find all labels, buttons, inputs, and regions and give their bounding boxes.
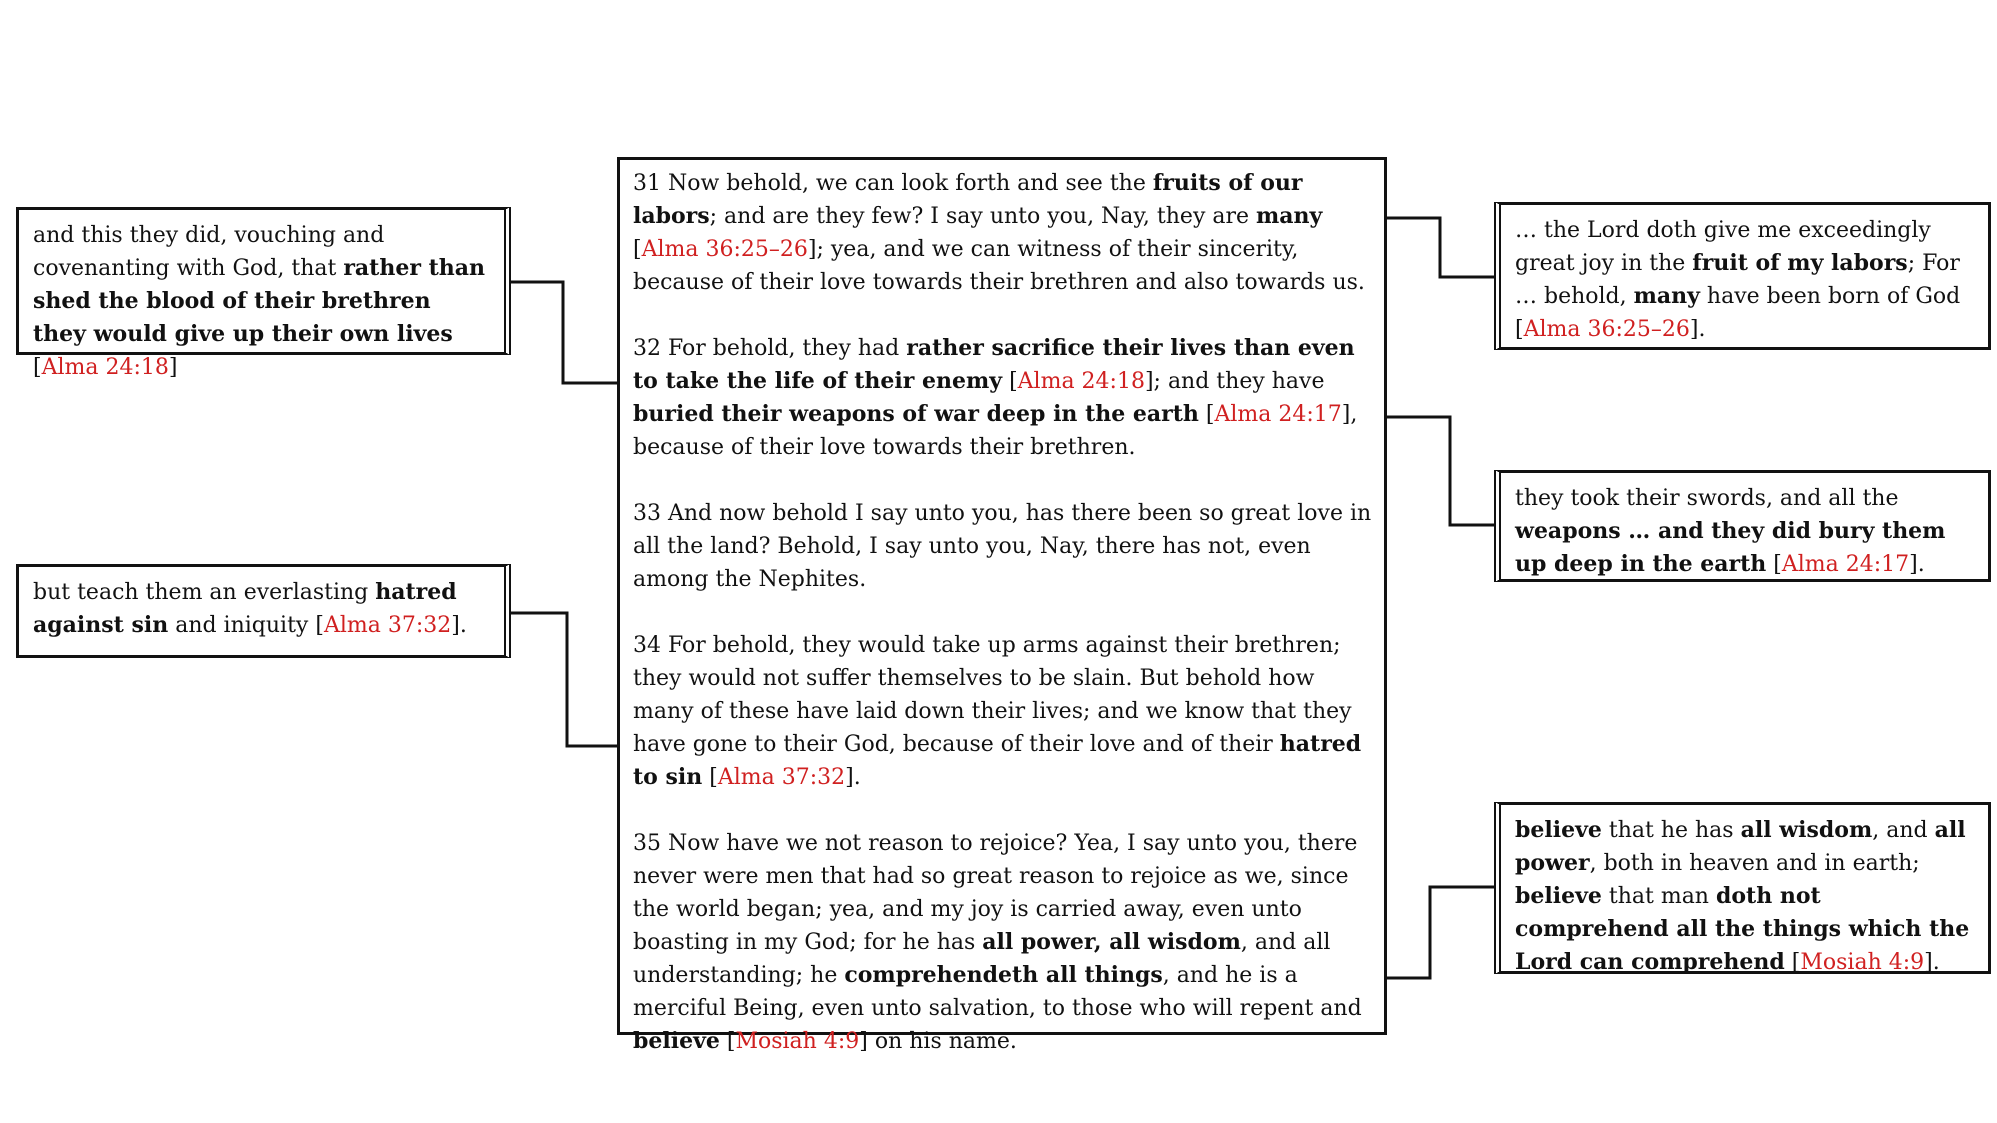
- emphasis-text: believe: [1515, 817, 1602, 843]
- scripture-reference-link[interactable]: Alma 36:25–26: [1523, 317, 1690, 342]
- right-box-2: [1494, 470, 1991, 582]
- right-box-text: [1515, 214, 1974, 346]
- left-box-1: [16, 207, 511, 380]
- emphasis-text: all power: [1515, 817, 1966, 876]
- text-run: , and all understanding; he: [633, 930, 1331, 988]
- text-run: [: [702, 765, 718, 790]
- right-box-text: [1515, 814, 1974, 979]
- emphasis-text: hatred against sin: [33, 579, 457, 638]
- text-run: ], because of their love towards their brethren.: [633, 402, 1358, 460]
- text-run: have been born of God [: [1515, 284, 1961, 342]
- emphasis-text: weapons … and they did bury them up deep in the earth: [1515, 518, 1946, 577]
- text-run: ].: [1689, 317, 1706, 342]
- emphasis-text: doth not comprehend all the things which the Lord can comprehend: [1515, 883, 1970, 975]
- emphasis-text: fruit of my labors: [1692, 250, 1908, 276]
- connector-left-2: [511, 613, 617, 746]
- right-box-text: [1515, 482, 1974, 581]
- text-run: [: [719, 1029, 736, 1054]
- text-run: 35 Now have we not reason to rejoice? Yea, I say unto you, there never were men that had so great reason to rejoice as we, since the world began; yea, and my joy is carried away, even unto boasting in my God; for he has: [633, 831, 1358, 955]
- connector-left-1: [511, 282, 617, 383]
- emphasis-text: all power, all wisdom: [982, 929, 1241, 955]
- verse-32: [633, 332, 1372, 464]
- text-run: , and: [1872, 818, 1935, 843]
- verse-33: [633, 497, 1372, 596]
- text-run: and this they did, vouching and covenanting with God, that: [33, 223, 385, 281]
- scripture-reference-link[interactable]: Alma 24:17: [1214, 402, 1342, 427]
- left-box-text: [33, 219, 490, 384]
- verse-35: [633, 827, 1372, 1058]
- emphasis-text: rather than shed the blood of their brethren they would give up their own lives: [33, 255, 485, 347]
- text-run: ].: [1924, 950, 1940, 975]
- text-run: and iniquity [: [168, 613, 324, 638]
- text-run: ]; and they have: [1144, 369, 1325, 394]
- text-run: [: [1766, 552, 1782, 577]
- right-box-3: [1494, 802, 1991, 974]
- text-run: ; and are they few? I say unto you, Nay, they are: [709, 204, 1257, 229]
- connector-right-3: [1387, 887, 1496, 978]
- scripture-reference-link[interactable]: Mosiah 4:9: [735, 1029, 860, 1054]
- verse-34: [633, 629, 1372, 794]
- text-run: 31 Now behold, we can look forth and see the: [633, 171, 1153, 196]
- scripture-reference-link[interactable]: Mosiah 4:9: [1800, 950, 1925, 975]
- scripture-reference-link[interactable]: Alma 24:18: [1017, 369, 1145, 394]
- text-run: … the Lord doth give me exceedingly great joy in the: [1515, 218, 1931, 276]
- emphasis-text: hatred to sin: [633, 731, 1362, 790]
- emphasis-text: all wisdom: [1740, 817, 1873, 843]
- connector-right-1: [1387, 218, 1496, 277]
- emphasis-text: buried their weapons of war deep in the earth: [633, 401, 1199, 427]
- text-run: [: [1784, 950, 1801, 975]
- text-run: ].: [1909, 552, 1925, 577]
- text-run: [: [1002, 369, 1018, 394]
- text-run: ]; yea, and we can witness of their sincerity, because of their love towards their brethren and also towards us.: [633, 237, 1365, 295]
- center-passage: [617, 157, 1387, 1054]
- emphasis-text: many: [1633, 283, 1700, 309]
- emphasis-text: many: [1256, 203, 1323, 229]
- text-run: , and he is a merciful Being, even unto salvation, to those who will repent and: [633, 963, 1362, 1021]
- text-run: but teach them an everlasting: [33, 580, 376, 605]
- text-run: they took their swords, and all the: [1515, 486, 1899, 511]
- emphasis-text: believe: [1515, 883, 1602, 909]
- text-run: ; For … behold,: [1515, 251, 1960, 309]
- emphasis-text: comprehendeth all things: [844, 962, 1163, 988]
- left-box-2: [16, 564, 511, 658]
- text-run: 32 For behold, they had: [633, 336, 907, 361]
- scripture-reference-link[interactable]: Alma 37:32: [717, 765, 846, 790]
- text-run: [: [633, 237, 642, 262]
- verse-31: [633, 167, 1372, 299]
- text-run: 33 And now behold I say unto you, has there been so great love in all the land? Behold, I say unto you, Nay, there has not, even among the Nephites.: [633, 501, 1372, 592]
- emphasis-text: rather sacrifice their lives than even to take the life of their enemy: [633, 335, 1355, 394]
- text-run: ].: [451, 613, 467, 638]
- text-run: [: [33, 355, 42, 380]
- text-run: ]: [168, 355, 178, 380]
- text-run: , both in heaven and in earth;: [1589, 851, 1920, 876]
- left-box-text: [33, 576, 490, 642]
- scripture-reference-link[interactable]: Alma 24:18: [41, 355, 169, 380]
- scripture-reference-link[interactable]: Alma 24:17: [1781, 552, 1910, 577]
- text-run: that he has: [1601, 818, 1741, 843]
- text-run: [: [1198, 402, 1215, 427]
- scripture-reference-link[interactable]: Alma 37:32: [323, 613, 452, 638]
- emphasis-text: believe: [633, 1028, 720, 1054]
- connector-right-2: [1387, 417, 1496, 525]
- scripture-reference-link[interactable]: Alma 36:25–26: [641, 237, 808, 262]
- text-run: ] on his name.: [859, 1029, 1017, 1054]
- text-run: 34 For behold, they would take up arms against their brethren; they would not suffer themselves to be slain. But behold how many of these have laid down their lives; and we know that they have gone to their God, because of their love and of their: [633, 633, 1352, 757]
- text-run: that man: [1601, 884, 1716, 909]
- text-run: ].: [845, 765, 861, 790]
- right-box-1: [1494, 202, 1991, 350]
- emphasis-text: fruits of our labors: [633, 170, 1303, 229]
